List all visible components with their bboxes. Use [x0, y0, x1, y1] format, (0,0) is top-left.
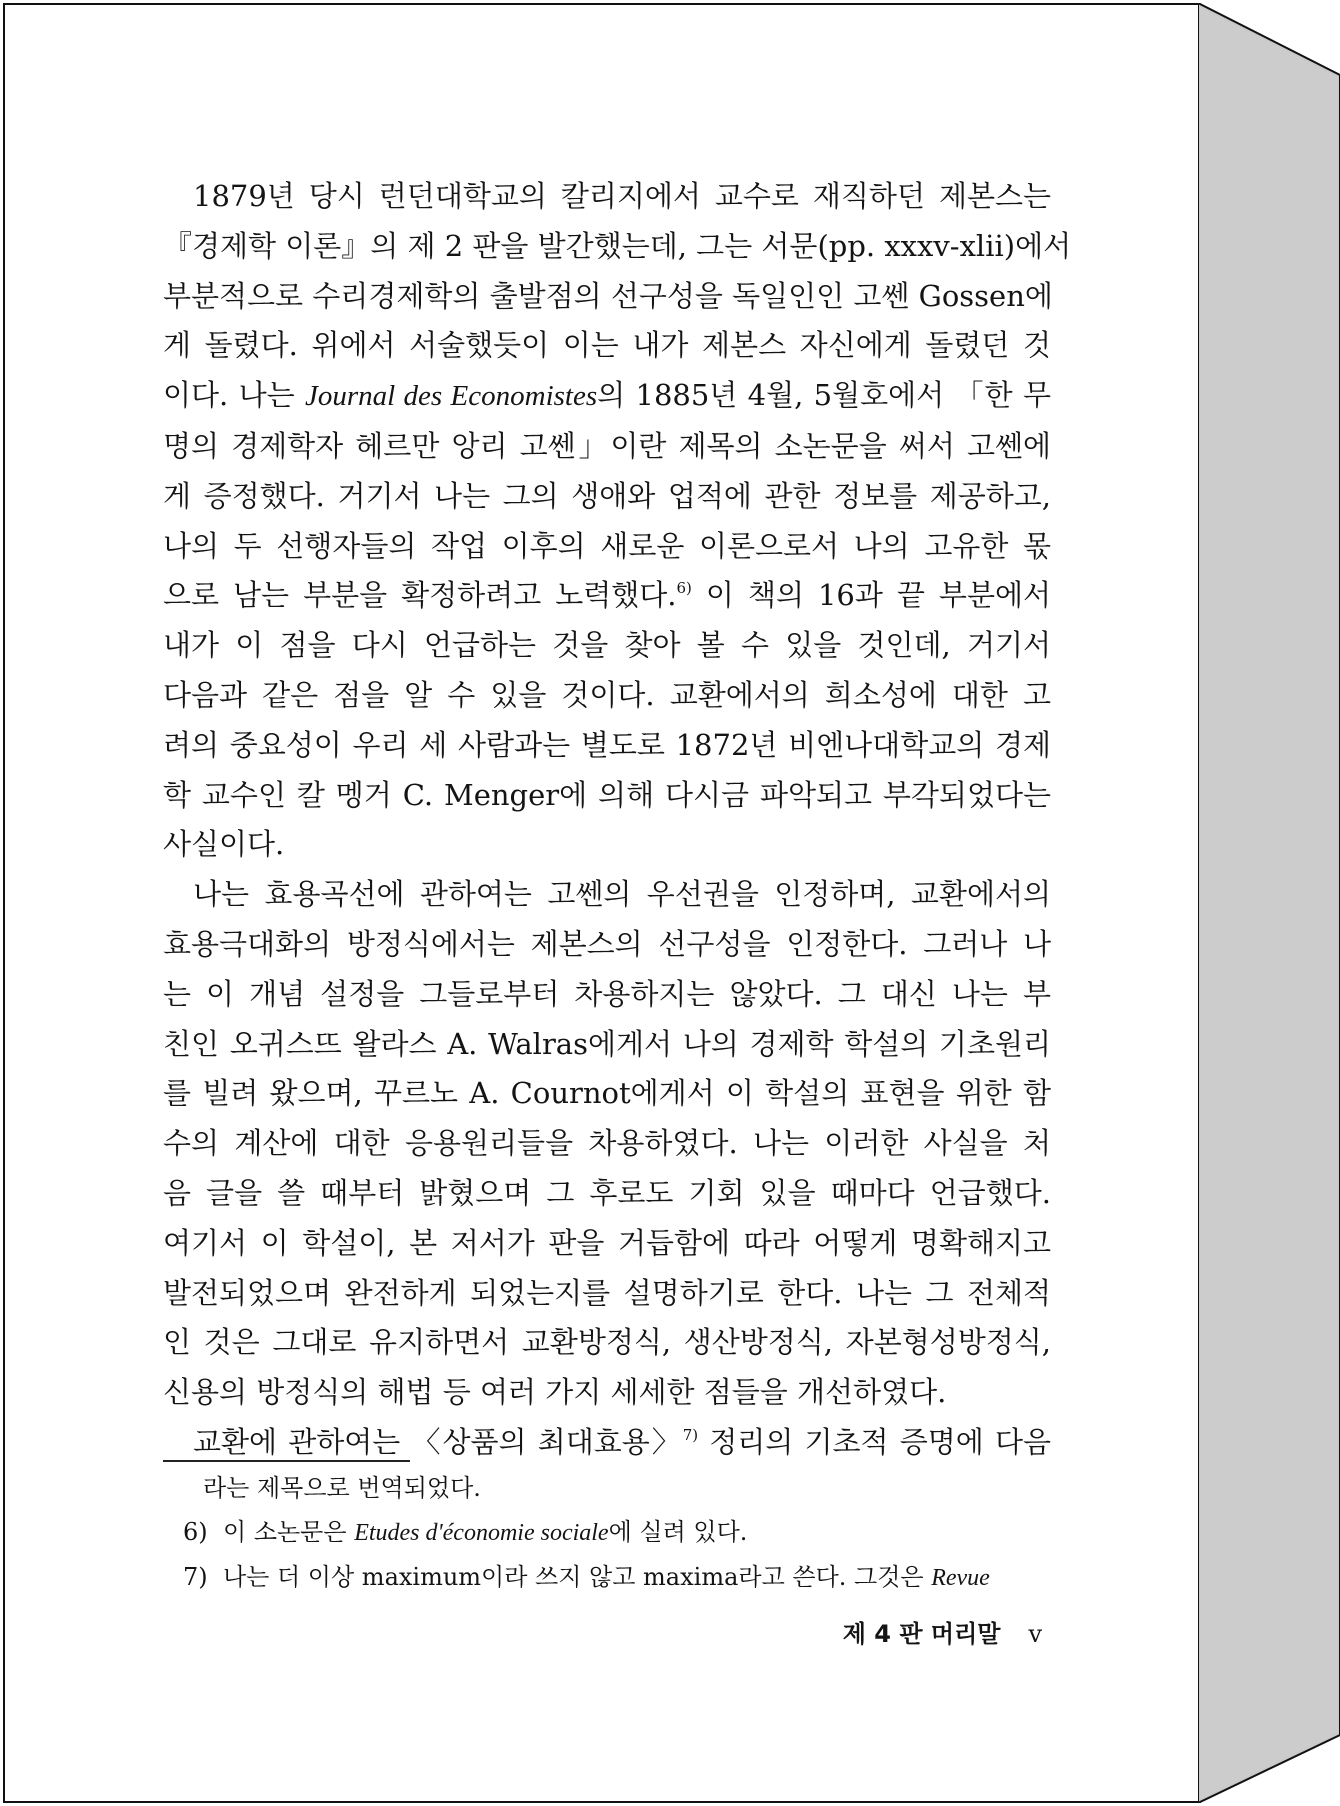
text-line: 려의 중요성이 우리 세 사람과는 별도로 1872년 비엔나대학교의 경제: [163, 727, 1051, 762]
text-line-with-footnote-ref: [163, 571, 1051, 621]
text-line: 여기서 이 학설이, 본 저서가 판을 거듭함에 따라 어떻게 명확해지고: [163, 1225, 1051, 1260]
text-line: 음 글을 쓸 때부터 밝혔으며 그 후로도 기회 있을 때마다 언급했다.: [163, 1175, 1051, 1210]
text-line: 효용극대화의 방정식에서는 제본스의 선구성을 인정한다. 그러나 나: [163, 926, 1051, 961]
text-line: 학 교수인 칼 멩거 C. Menger에 의해 다시금 파악되고 부각되었다는: [163, 777, 1051, 812]
text-line-with-italic: [163, 371, 1051, 422]
footnote-6: [163, 1510, 1051, 1555]
text-fragment: 이 책의 16과 끝 부분에서: [691, 578, 1051, 613]
text-line: 인 것은 그대로 유지하면서 교환방정식, 생산방정식, 자본형성방정식,: [163, 1325, 1051, 1360]
footnote-continuation: 라는 제목으로 번역되었다.: [203, 1474, 481, 1502]
footnote-text: 이 소논문은: [223, 1518, 355, 1546]
text-line: 신용의 방정식의 해법 등 여러 가지 세세한 점들을 개선하였다.: [163, 1375, 947, 1410]
text-line: 수의 계산에 대한 응용원리들을 차용하였다. 나는 이러한 사실을 처: [163, 1126, 1051, 1161]
text-fragment: 정리의 기초적 증명에 다음: [698, 1424, 1052, 1459]
footnote-text: 에 실려 있다.: [608, 1518, 748, 1546]
footnote-divider: [163, 1460, 410, 1462]
text-line: 사실이다.: [163, 827, 285, 862]
footnote-text: 나는 더 이상 maximum이라 쓰지 않고 maxima라고 쓴다. 그것은: [223, 1563, 932, 1591]
text-line: 나의 두 선행자들의 작업 이후의 새로운 이론으로서 나의 고유한 몫: [163, 528, 1051, 563]
text-fragment: 의 1885년 4월, 5월호에서 「한 무: [597, 378, 1051, 413]
text-line: 부분적으로 수리경제학의 출발점의 선구성을 독일인인 고쎈 Gossen에: [163, 278, 1053, 313]
text-line: 발전되었으며 완전하게 되었는지를 설명하기로 한다. 나는 그 전체적: [163, 1275, 1051, 1310]
book-edge: [1198, 3, 1340, 1803]
book-edge-shape: [1198, 3, 1340, 1803]
text-fragment: 교환에 관하여는 〈상품의 최대효용〉: [193, 1424, 683, 1459]
text-line: 게 증정했다. 거기서 나는 그의 생애와 업적에 관한 정보를 제공하고,: [163, 478, 1051, 513]
running-footer: [843, 1614, 1042, 1649]
text-line: 『경제학 이론』의 제 2 판을 발간했는데, 그는 서문(pp. xxxv-xlii)에서: [163, 228, 1072, 263]
text-line: 명의 경제학자 헤르만 앙리 고쎈」이란 제목의 소논문을 써서 고쎈에: [163, 428, 1051, 463]
journal-title: Journal des Economistes: [304, 380, 598, 413]
footnotes: [163, 1466, 1051, 1600]
text-fragment: 이다. 나는: [163, 378, 305, 413]
footnote-italic-title: Revue: [931, 1565, 990, 1591]
text-line: 1879년 당시 런던대학교의 칼리지에서 교수로 재직하던 제본스는: [193, 179, 1051, 213]
text-line: 나는 효용곡선에 관하여는 고쎈의 우선권을 인정하며, 교환에서의: [193, 877, 1051, 912]
footnote-label: 6): [183, 1518, 208, 1546]
text-fragment: 으로 남는 부분을 확정하려고 노력했다.: [163, 578, 677, 613]
footnote-7: [163, 1555, 1051, 1600]
text-line: 다음과 같은 점을 알 수 있을 것이다. 교환에서의 희소성에 대한 고: [163, 677, 1051, 712]
footnote-ref-7[interactable]: 7): [682, 1425, 699, 1444]
text-line: 게 돌렸다. 위에서 서술했듯이 이는 내가 제본스 자신에게 돌렸던 것: [163, 328, 1051, 363]
footnote-ref-6[interactable]: 6): [676, 579, 692, 598]
text-line: 친인 오귀스뜨 왈라스 A. Walras에게서 나의 경제학 학설의 기초원리: [163, 1026, 1051, 1061]
footer-title: 제 4 판 머리말: [842, 1620, 1001, 1648]
text-line: 를 빌려 왔으며, 꾸르노 A. Cournot에게서 이 학설의 표현을 위한 함: [163, 1076, 1051, 1111]
text-line: 내가 이 점을 다시 언급하는 것을 찾아 볼 수 있을 것인데, 거기서: [163, 628, 1051, 663]
footnote-label: 7): [183, 1563, 208, 1591]
footnote-italic-title: Etudes d'économie sociale: [354, 1520, 609, 1546]
body-text: [163, 172, 1072, 1468]
text-line: 는 이 개념 설정을 그들로부터 차용하지는 않았다. 그 대신 나는 부: [163, 976, 1051, 1011]
page-number: v: [1028, 1620, 1042, 1648]
